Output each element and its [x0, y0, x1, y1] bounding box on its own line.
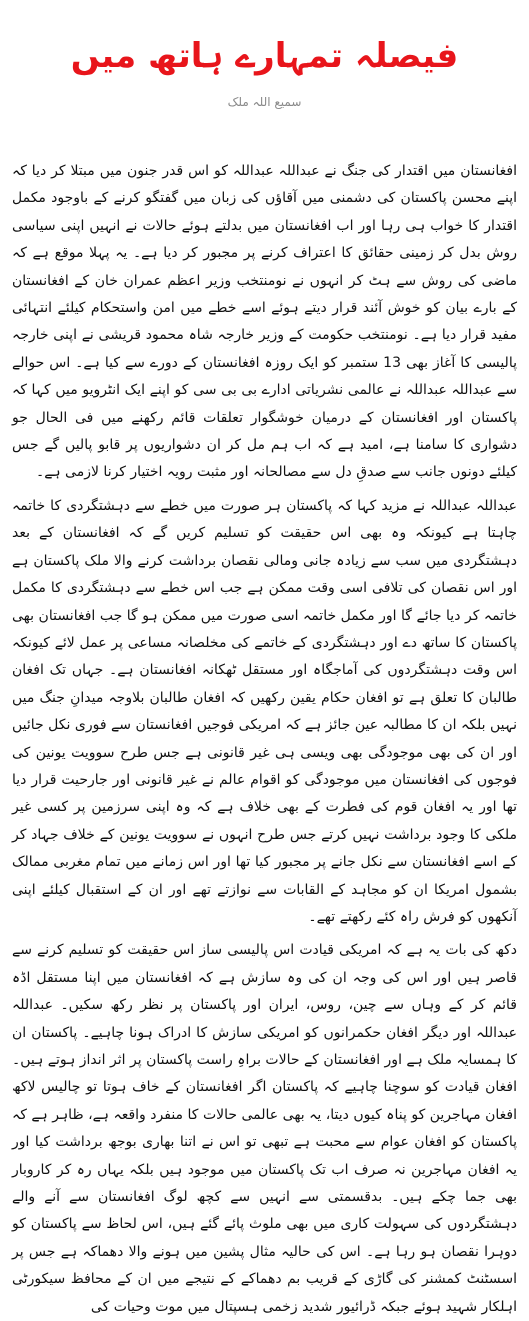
- author-byline: سمیع اللہ ملک: [227, 95, 302, 109]
- article-paragraph: عبداللہ عبداللہ نے مزید کہا کہ پاکستان ہر صورت میں خطے سے دہشتگردی کا خاتمہ چاہتا ہے کیونکہ وہ بھی اس حقیقت کو تسلیم کریں گے کہ افغانستان کے بعد دہشتگردی میں سب سے زیادہ جانی ومالی نقصان برداشت کرنے والا ملک پاکستان ہے اور اس نقصان کی تلافی اسی وقت ممکن ہے جب اس خطے سے دہشتگردی کا مکمل خاتمہ کر دیا جائے گا اور مکمل خاتمہ اسی صورت میں ممکن ہو گا جب افغانستان بھی پاکستان کا ساتھ دے اور دہشتگردی کے خاتمے کی مخلصانہ مساعی پر عمل لائے کیونکہ اس وقت دہشتگردوں کی آماجگاہ اور مستقل ٹھکانہ افغانستان ہے۔ جہاں تک افغان طالبان کا تعلق ہے تو افغان حکام یقین رکھیں کہ افغان طالبان بلاوجہ میدانِ جنگ میں نہیں بلکہ ان کا مطالبہ عین جائز ہے کہ امریکی فوجیں افغانستان سے فوری نکل جائیں اور ان کی بھی موجودگی بھی ویسی ہی غیر قانونی ہے جس طرح سوویت یونین کی فوجوں کی افغانستان میں موجودگی کو اقوام عالم نے غیر قانونی اور جارحیت قرار دیا تھا اور یہ افغان قوم کی فطرت کے بھی خلاف ہے کہ وہ اپنی سرزمین پر کسی غیر ملکی کا وجود برداشت نہیں کرتے جس طرح انہوں نے سوویت یونین کے خلاف جہاد کر کے اسے افغانستان سے نکل جانے پر مجبور کیا تھا اور اس زمانے میں تمام مغربی ممالک بشمول امریکا ان کو مجاہد کے القابات سے نوازتے تھے اور ان کے استقبال کیلئے اپنی آنکھوں کو فرش راہ کئے رکھتے تھے۔: [12, 497, 517, 925]
- article-body: [12, 158, 517, 1321]
- article-headline: فیصلہ تمہارے ہاتھ میں: [70, 36, 459, 76]
- article-paragraph: دکھ کی بات یہ ہے کہ امریکی قیادت اس پالیسی ساز اس حقیقت کو تسلیم کرنے سے قاصر ہیں اور اس کی وجہ ان کی وہ سازش ہے کہ افغانستان میں اپنا مستقل اڈہ قائم کر کے وہاں سے چین، روس، ایران اور پاکستان پر نظر رکھ سکیں۔ عبداللہ عبداللہ اور دیگر افغان حکمرانوں کو امریکی سازش کا ادراک ہونا چاہیے۔ پاکستان ان کا ہمسایہ ملک ہے اور افغانستان کے حالات براہِ راست پاکستان پر اثر انداز ہوتے ہیں۔ افغان قیادت کو سوچنا چاہیے کہ پاکستان اگر افغانستان کے خاف ہوتا تو چالیس لاکھ افغان مہاجرین کو پناہ کیوں دیتا، یہ بھی عالمی حالات کا منفرد واقعہ ہے، ظاہر ہے کہ پاکستان کو افغان عوام سے محبت ہے تبھی تو اس نے اتنا بھاری بوجھ برداشت کیا اور یہ افغان مہاجرین نہ صرف اب تک پاکستان میں موجود ہیں بلکہ یہاں رہ کر کاروبار بھی جما چکے ہیں۔ بدقسمتی سے انہیں سے کچھ لوگ افغانستان سے آنے والے دہشتگردوں کی سہولت کاری میں بھی ملوث پائے گئے ہیں، اس لحاظ سے پاکستان کو دوہرا نقصان ہو رہا ہے۔ اس کی حالیہ مثال پشین میں ہونے والا دھماکہ ہے جس پر اسسٹنٹ کمشنر کی گاڑی کے قریب بم دھماکے کے نتیجے میں ان کے محافظ سیکورٹی اہلکار شہید ہوئے جبکہ ڈرائیور شدید زخمی ہسپتال میں موت وحیات کی: [12, 942, 517, 1315]
- article-paragraph: افغانستان میں اقتدار کی جنگ نے عبداللہ عبداللہ کو اس قدر جنون میں مبتلا کر دیا کہ اپنے محسن پاکستان کی دشمنی میں آقاؤں کی زبان میں گفتگو کرنے کے باوجود مکمل اقتدار کا خواب ہی رہا اور اب افغانستان میں بدلتے ہوئے حالات نے انہیں اپنی سیاسی روش بدل کر زمینی حقائق کا اعتراف کرنے پر مجبور کر دیا ہے۔ یہ پہلا موقع ہے کہ ماضی کی روش سے ہٹ کر انہوں نے نومنتخب وزیر اعظم عمران خان کے افغانستان کے بارے بیان کو خوش آئند قرار دیتے ہوئے اسے خطے میں امن واستحکام کیلئے انتہائی مفید قرار دیا ہے۔ نومنتخب حکومت کے وزیر خارجہ شاہ محمود قریشی نے اپنی خارجہ پالیسی کا آغاز بھی 13 ستمبر کو ایک روزہ افغانستان کے دورے سے کیا ہے۔ اس حوالے سے عبداللہ عبداللہ نے عالمی نشریاتی ادارے بی بی سی کو اپنے ایک انٹرویو میں کہا کہ پاکستان اور افغانستان کے درمیان خوشگوار تعلقات قائم رکھنے میں فی الحال جو دشواری کا سامنا ہے، امید ہے کہ اب ہم مل کر ان دشواریوں پر قابو پالیں گے جس کیلئے دونوں جانب سے صدقِ دل سے مصالحانہ اور مثبت رویہ اختیار کرنا لازمی ہے۔: [12, 163, 517, 481]
